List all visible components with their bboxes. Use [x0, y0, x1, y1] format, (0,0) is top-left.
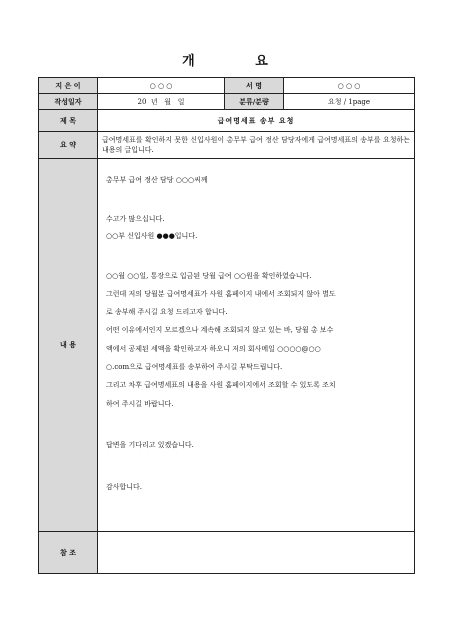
summary-label: 요 약	[39, 132, 98, 159]
overview-form	[38, 77, 415, 574]
category-value: 요청 / 1page	[284, 94, 415, 110]
letter-line: 어떤 이유에서인지 모르겠으나 계속해 조회되지 않고 있는 바, 당월 총 보수	[106, 326, 334, 334]
subject-label: 제 목	[39, 110, 98, 132]
letter-line: 하여 주시길 바랍니다.	[106, 400, 174, 408]
letter-line: ○○월 ○○일, 통장으로 입금된 당월 급여 ○○원을 확인하였습니다.	[106, 272, 312, 280]
category-label: 분류/분량	[225, 94, 284, 110]
reference-label: 참 조	[39, 532, 98, 574]
letter-body	[98, 159, 414, 530]
signature-label: 서 명	[225, 78, 284, 94]
summary-value: 급여명세표를 확인하지 못한 신입사원이 총무부 급여 정산 담당자에게 급여명세표의 송부를 요청하는 내용의 글입니다.	[98, 132, 415, 159]
page-title: 개 요	[182, 54, 296, 69]
letter-line: 그리고 차후 급여명세표의 내용을 사원 홈페이지에서 조회할 수 있도록 조치	[106, 381, 336, 389]
author-value: ○ ○ ○	[98, 78, 225, 94]
reference-value	[98, 532, 415, 574]
letter-line: 감사합니다.	[106, 483, 143, 491]
date-label: 작성일자	[39, 94, 98, 110]
letter-line: 답변을 기다리고 있겠습니다.	[106, 441, 194, 449]
signature-value: ○ ○ ○	[284, 78, 415, 94]
letter-line: 수고가 많으십니다.	[106, 215, 165, 223]
letter-line: 총무부 급여 정산 담당 ○○○씨께	[106, 176, 208, 184]
author-label: 지 은 이	[39, 78, 98, 94]
subject-value: 급여명세표 송부 요청	[98, 110, 415, 132]
letter-line: 액에서 공제된 세액을 확인하고자 하오니 저의 회사메일 ○○○○@○○	[106, 345, 321, 353]
date-value: 20 년 월 일	[98, 94, 225, 110]
content-label: 내 용	[39, 159, 98, 532]
letter-line: ○.com으로 급여명세표를 송부하여 주시길 부탁드립니다.	[106, 363, 283, 371]
letter-line: ○○부 신입사원 ●●●입니다.	[106, 232, 198, 240]
content-cell	[98, 159, 415, 532]
letter-line: 그런데 저의 당월분 급여명세표가 사원 홈페이지 내에서 조회되지 않아 별도	[106, 290, 336, 298]
letter-line: 로 송부해 주시길 요청 드리고자 합니다.	[106, 308, 228, 316]
